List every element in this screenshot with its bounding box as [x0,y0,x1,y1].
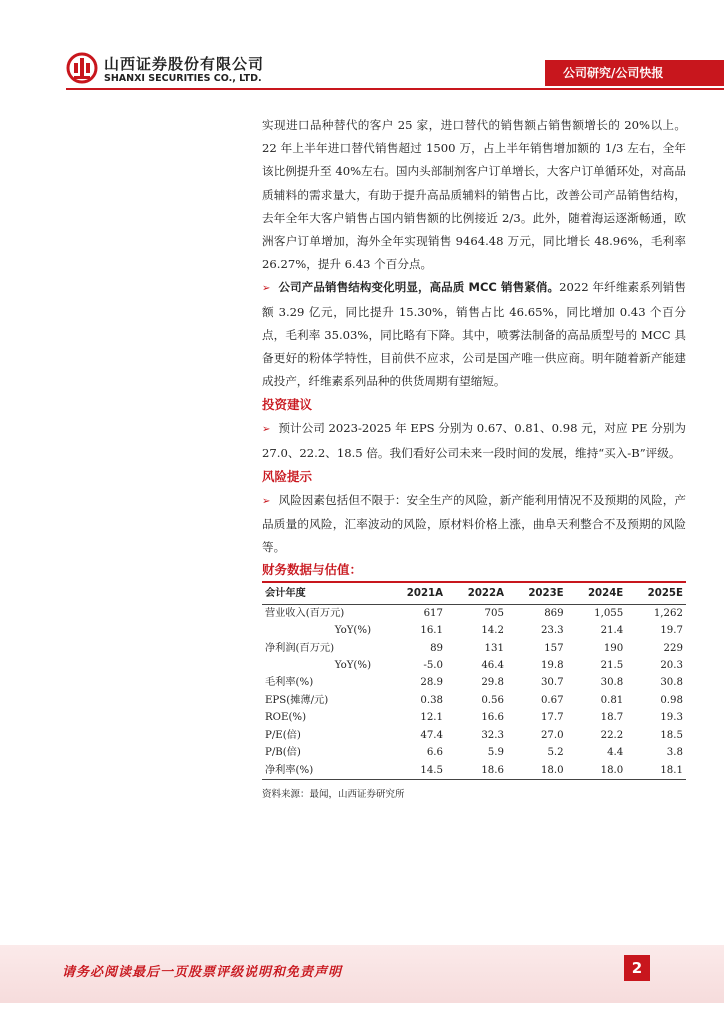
table-cell: 19.8 [540,660,564,672]
row-label: 营业收入(百万元) [265,607,345,619]
table-cell: 28.9 [420,677,444,689]
table-cell: 1,055 [594,607,624,619]
table-cell: 30.7 [540,677,564,689]
table-cell: 16.6 [481,712,504,724]
table-cell: 5.9 [487,747,504,759]
row-label: P/B(倍) [265,747,301,759]
table-cell: 6.6 [426,747,444,759]
table-source-note: 资料来源：最闻，山西证券研究所 [262,788,405,800]
report-type-label: 公司研究/公司快报 [545,60,724,86]
table-cell: 190 [603,642,624,654]
table-cell: 4.4 [607,747,624,759]
row-label: 净利率(%) [262,762,385,780]
bullet-invest [262,417,686,464]
financial-table [262,581,686,779]
table-cell: 22.2 [600,729,624,741]
table-row [262,657,686,674]
table-cell: 229 [663,642,683,654]
table-row [262,604,686,622]
invest-text: 预计公司 2023-2025 年 EPS 分别为 0.67、0.81、0.98 元，对应 PE 分别为 27.0、22.2、18.5 倍。我们看好公司未来一段时间的发展，维持“买入-B”评级。 [262,421,686,460]
table-cell: 18.7 [600,712,624,724]
table-cell: 19.7 [660,625,683,637]
table-row [262,709,686,726]
table-cell: -5.0 [423,660,444,672]
row-label: YoY(%) [334,625,372,637]
table-cell: 0.56 [481,694,504,706]
bullet-product-structure [262,276,686,393]
table-cell: 18.5 [660,729,683,741]
table-cell: 12.1 [420,712,444,724]
table-cell: 18.0 [567,762,627,780]
bullet-text: 2022 年纤维素系列销售额 3.29 亿元，同比提升 15.30%，销售占比 46.65%，同比增加 0.43 个百分点，毛利率 35.03%，同比略有下降。其中，喷雾法制备的高品质型号的 MCC 具备更好的粉体学特性，目前供不应求，公司是国产唯一供应商。明年随着新产能建成投产，纤维素系列品种的供货周期有望缩短。 [262,280,686,389]
table-header-cell: 2025E [626,582,686,604]
table-cell: 14.5 [385,762,446,780]
table-cell: 30.8 [600,677,624,689]
page-header [0,0,724,100]
intro-paragraph: 实现进口品种替代的客户 25 家，进口替代的销售额占销售额增长的 20%以上。22 年上半年进口替代销售超过 1500 万，占上半年销售增加额的 1/3 左右，全年该比例提升至 40%左右。国内头部制剂客户订单增长，大客户订单循环处，对高品质辅料的需求量大，有助于提升高品质辅料的销售占比，改善公司产品销售结构，去年全年大客户销售占国内销售额的比例接近 2/3。此外，随着海运逐渐畅通，欧洲客户订单增加，海外全年实现销售 9464.48 万元，同比增长 48.96%，毛利率 26.27%，提升 6.43 个百分点。 [262,118,686,272]
table-cell: 19.3 [660,712,683,724]
table-header-cell: 2023E [507,582,567,604]
company-name-en: SHANXI SECURITIES CO., LTD. [104,73,262,84]
main-content [262,114,686,806]
table-cell: 23.3 [540,625,564,637]
bullet-arrow-icon: ➢ [262,495,271,507]
bullet-arrow-icon: ➢ [262,283,271,295]
table-row [262,762,686,780]
table-cell: 0.38 [420,694,444,706]
row-label: P/E(倍) [265,729,301,741]
table-cell: 131 [484,642,504,654]
bullet-arrow-icon: ➢ [262,424,271,436]
table-cell: 21.4 [600,625,624,637]
table-cell: 705 [484,607,504,619]
row-label: 净利润(百万元) [265,642,335,654]
table-row [262,744,686,761]
table-cell: 0.81 [600,694,624,706]
table-cell: 30.8 [660,677,683,689]
bullet-risk [262,489,686,560]
row-label: YoY(%) [334,660,372,672]
table-header-cell: 2021A [385,582,446,604]
table-cell: 157 [544,642,564,654]
row-label: 毛利率(%) [265,677,314,689]
table-cell: 14.2 [481,625,504,637]
company-logo-icon [66,52,98,84]
table-cell: 20.3 [660,660,683,672]
table-cell: 89 [430,642,444,654]
table-cell: 869 [544,607,564,619]
company-name-cn: 山西证券股份有限公司 [104,55,265,73]
table-cell: 29.8 [481,677,504,689]
table-cell: 5.2 [547,747,564,759]
section-invest-title: 投资建议 [262,397,313,413]
row-label: ROE(%) [265,712,307,724]
table-row [262,640,686,657]
table-cell: 0.67 [540,694,564,706]
table-header-cell: 2022A [446,582,507,604]
page-number: 2 [624,955,650,981]
table-header-cell: 会计年度 [262,582,385,604]
table-cell: 47.4 [420,729,444,741]
table-row [262,727,686,744]
table-row [262,622,686,639]
table-row [262,692,686,709]
table-header-cell: 2024E [567,582,627,604]
table-cell: 18.1 [626,762,686,780]
table-cell: 18.6 [446,762,507,780]
bullet-bold-text: 公司产品销售结构变化明显，高品质 MCC 销售紧俏。 [278,280,560,295]
table-cell: 16.1 [420,625,444,637]
table-header-row [262,582,686,604]
table-cell: 21.5 [600,660,624,672]
table-cell: 18.0 [507,762,567,780]
row-label: EPS(摊薄/元) [265,694,329,706]
section-risk-title: 风险提示 [262,468,313,484]
risk-text: 风险因素包括但不限于：安全生产的风险，新产能利用情况不及预期的风险，产品质量的风险，汇率波动的风险，原材料价格上涨，曲阜天利整合不及预期的风险等。 [262,492,686,555]
header-divider [66,88,724,90]
table-row [262,674,686,691]
footer-disclaimer: 请务必阅读最后一页股票评级说明和免责声明 [62,965,343,980]
table-cell: 27.0 [540,729,564,741]
table-cell: 0.98 [660,694,683,706]
table-cell: 17.7 [540,712,564,724]
table-cell: 46.4 [481,660,504,672]
table-cell: 32.3 [481,729,504,741]
table-cell: 3.8 [666,747,683,759]
section-fin-title: 财务数据与估值： [262,562,363,578]
table-cell: 1,262 [653,607,683,619]
table-cell: 617 [423,607,444,619]
